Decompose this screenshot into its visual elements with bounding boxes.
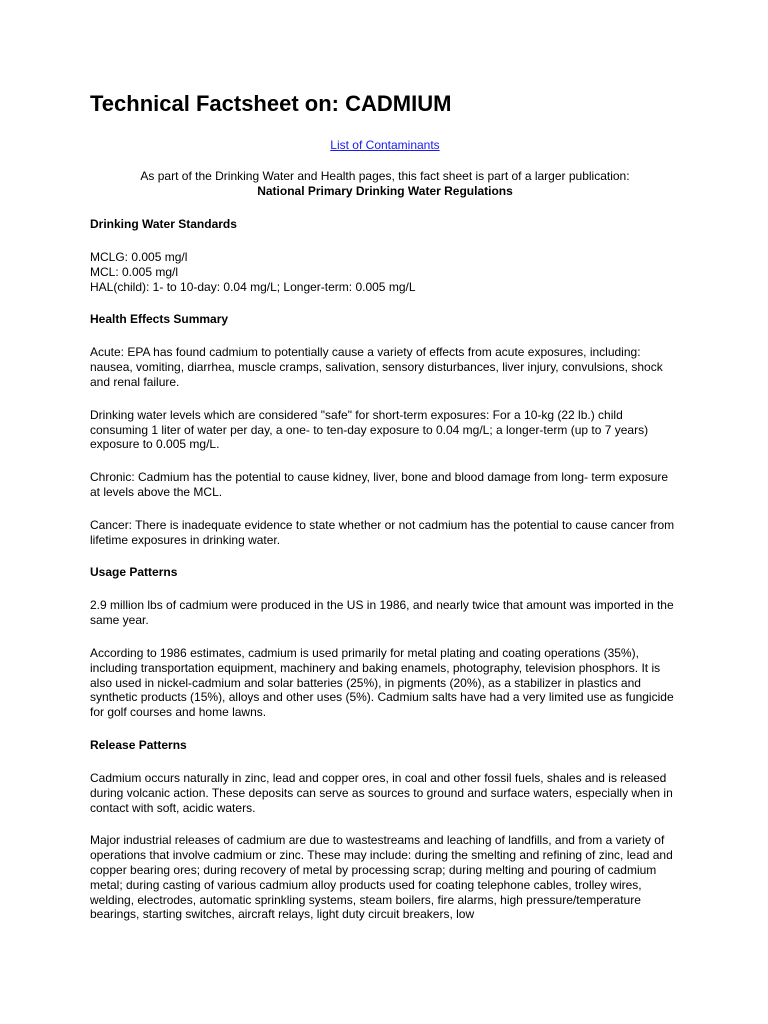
release-patterns-heading: Release Patterns	[90, 737, 187, 752]
health-effects-heading: Health Effects Summary	[90, 312, 229, 327]
hal-value: HAL(child): 1- to 10-day: 0.04 mg/L; Longer-term: 0.005 mg/L	[90, 279, 416, 294]
link-row	[90, 138, 680, 153]
mcl-value: MCL: 0.005 mg/l	[90, 264, 179, 279]
safe-levels-paragraph: Drinking water levels which are considered "safe" for short-term exposures: For a 10-kg (22 lb.) child consuming 1 liter of water per day, a one- to ten-day exposure to 0.04 mg/L; a longer-term (up to 7 years) exposure to 0.005 mg/L.	[90, 407, 649, 452]
release-paragraph-1: Cadmium occurs naturally in zinc, lead and copper ores, in coal and other fossil fuels, shales and is released during volcanic action. These deposits can serve as sources to ground and surface waters, especially when in contact with soft, acidic waters.	[90, 770, 673, 815]
intro	[90, 169, 680, 199]
usage-patterns-heading: Usage Patterns	[90, 565, 178, 580]
page-title: Technical Factsheet on: CADMIUM	[90, 91, 452, 116]
factsheet-page	[90, 90, 680, 922]
standards-block	[90, 250, 680, 294]
standards-heading: Drinking Water Standards	[90, 217, 237, 231]
intro-text: As part of the Drinking Water and Health pages, this fact sheet is part of a larger publication:	[140, 169, 630, 183]
chronic-paragraph: Chronic: Cadmium has the potential to cause kidney, liver, bone and blood damage from long- term exposure at levels above the MCL.	[90, 470, 669, 499]
cancer-paragraph: Cancer: There is inadequate evidence to state whether or not cadmium has the potential to cause cancer from lifetime exposures in drinking water.	[90, 517, 675, 547]
list-of-contaminants-link[interactable]: List of Contaminants	[330, 138, 440, 152]
usage-paragraph-2: According to 1986 estimates, cadmium is used primarily for metal plating and coating operations (35%), including transportation equipment, machinery and baking enamels, photography, television phosphors. It is also used in nickel-cadmium and solar batteries (25%), in pigments (20%), as a stabilizer in plastics and synthetic products (15%), alloys and other uses (5%). Cadmium salts have had a very limited use as fungicide for golf courses and home lawns.	[90, 645, 674, 720]
release-paragraph-2: Major industrial releases of cadmium are due to wastestreams and leaching of landfills, and from a variety of operations that involve cadmium or zinc. These may include: during the smelting and refining of zinc, lead and copper bearing ores; during recovery of metal by processing scrap; during melting and pouring of cadmium metal; during casting of various cadmium alloy products used for coating telephone cables, trolley wires, welding, electrodes, automatic sprinkling systems, steam boilers, fire alarms, high pressure/temperature bearings, starting switches, aircraft relays, light duty circuit breakers, low	[90, 833, 673, 922]
mclg-value: MCLG: 0.005 mg/l	[90, 250, 188, 264]
usage-paragraph-1: 2.9 million lbs of cadmium were produced in the US in 1986, and nearly twice that amount was imported in the same year.	[90, 598, 674, 628]
acute-paragraph: Acute: EPA has found cadmium to potentially cause a variety of effects from acute exposures, including: nausea, vomiting, diarrhea, muscle cramps, salivation, sensory disturbances, liver injury, convulsions, shock and renal failure.	[90, 345, 663, 389]
publication-title: National Primary Drinking Water Regulations	[257, 184, 513, 198]
